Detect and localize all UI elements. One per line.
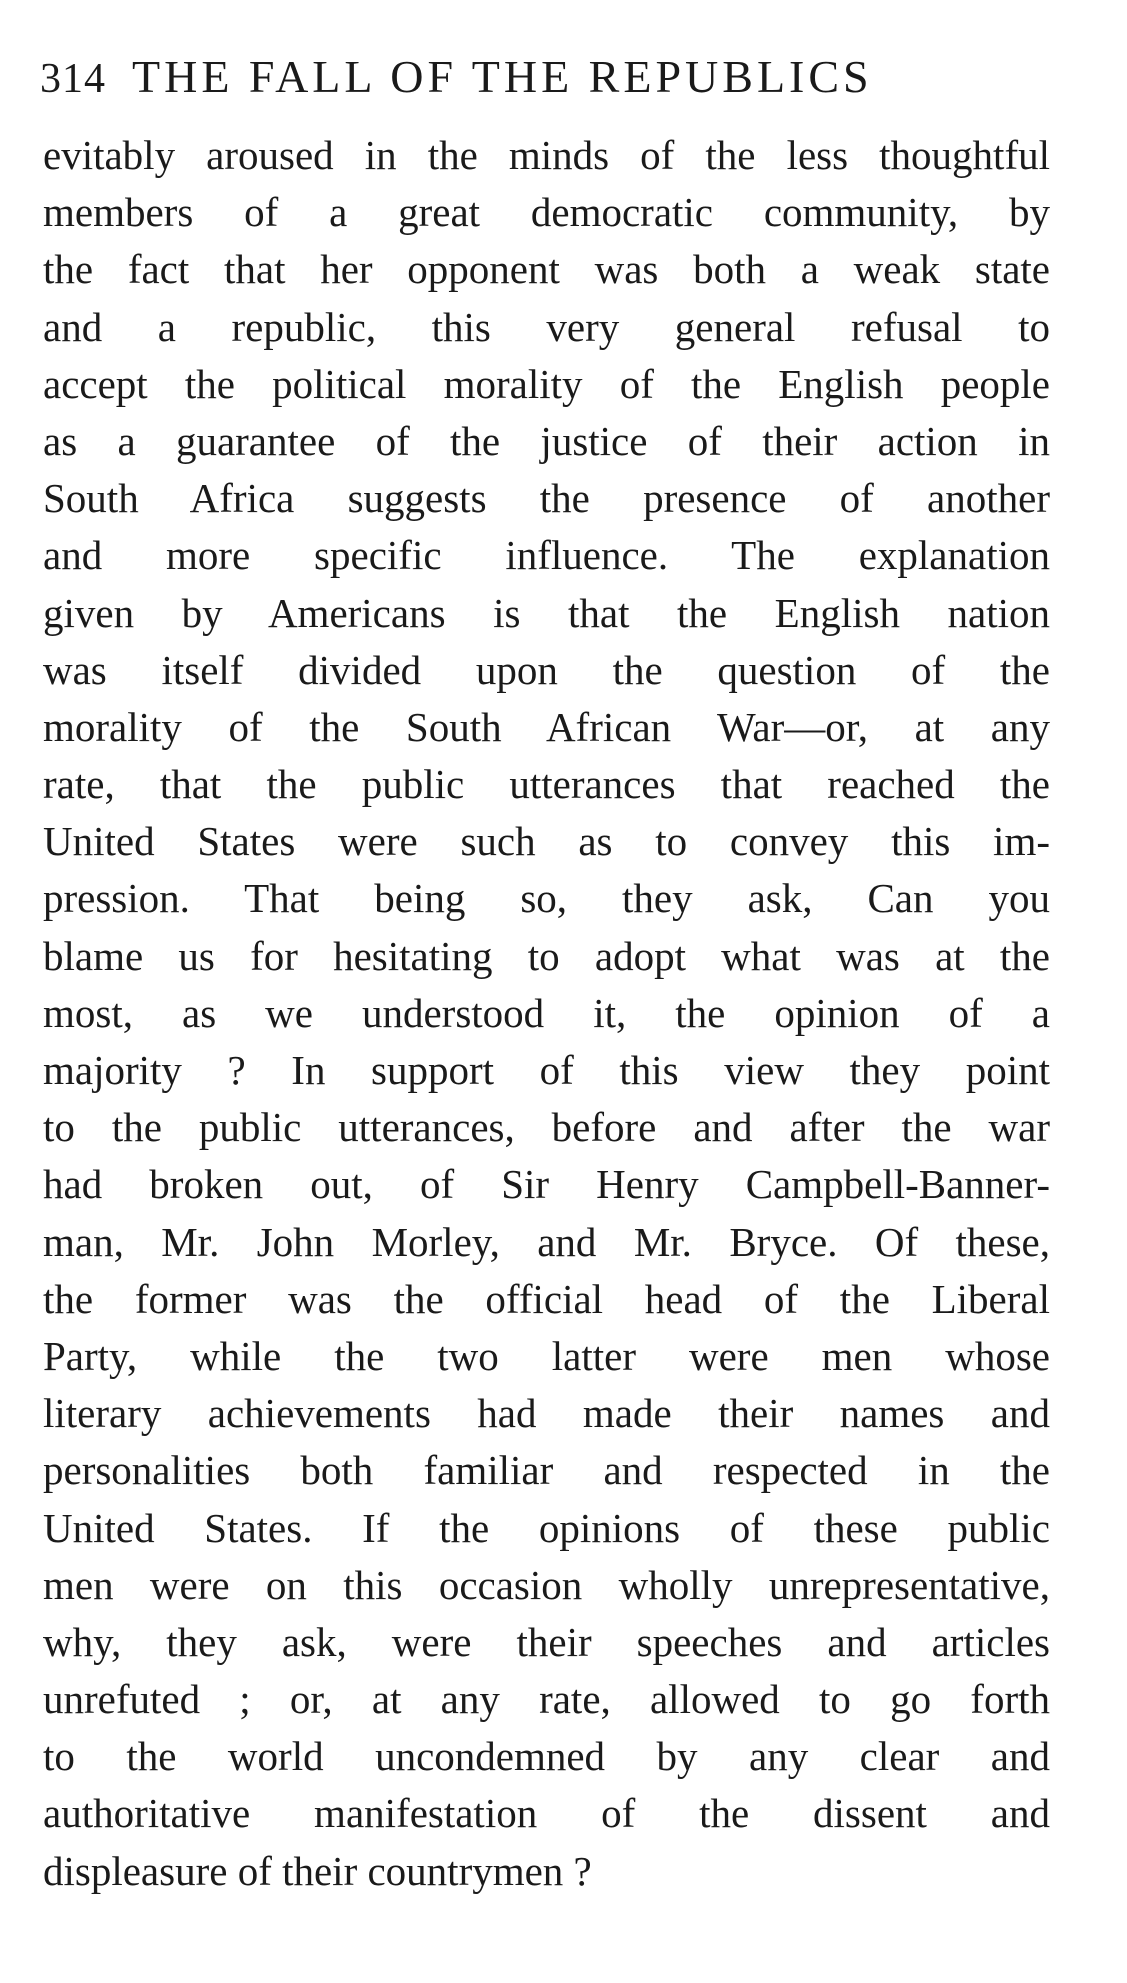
page-number: 314 bbox=[40, 56, 106, 102]
running-head bbox=[40, 50, 1040, 120]
text-line: authoritative manifestation of the dissent and bbox=[43, 1790, 1050, 1837]
text-line: was itself divided upon the question of the bbox=[43, 646, 1050, 693]
text-line: to the public utterances, before and after the war bbox=[43, 1104, 1050, 1151]
text-line: to the world uncondemned by any clear and bbox=[43, 1733, 1050, 1780]
text-line: personalities both familiar and respected in the bbox=[43, 1447, 1050, 1494]
text-line: as a guarantee of the justice of their action in bbox=[43, 417, 1050, 464]
text-line: and a republic, this very general refusal to bbox=[43, 303, 1050, 350]
text-line: United States were such as to convey this im- bbox=[43, 818, 1050, 865]
text-line: most, as we understood it, the opinion of a bbox=[43, 989, 1050, 1036]
text-line: the fact that her opponent was both a weak state bbox=[43, 246, 1050, 293]
text-line: evitably aroused in the minds of the less thoughtful bbox=[43, 132, 1050, 178]
text-line: and more specific influence. The explanation bbox=[43, 532, 1050, 579]
text-line: literary achievements had made their names and bbox=[43, 1390, 1050, 1437]
text-line: the former was the official head of the Liberal bbox=[43, 1275, 1050, 1322]
text-line: Party, while the two latter were men whose bbox=[43, 1332, 1050, 1379]
text-line: why, they ask, were their speeches and articles bbox=[43, 1618, 1050, 1665]
body-text bbox=[43, 127, 1050, 1900]
text-line: given by Americans is that the English nation bbox=[43, 589, 1050, 636]
text-line: man, Mr. John Morley, and Mr. Bryce. Of these, bbox=[43, 1218, 1050, 1265]
text-line: men were on this occasion wholly unrepresentative, bbox=[43, 1561, 1050, 1608]
text-line: had broken out, of Sir Henry Campbell-Banner- bbox=[43, 1161, 1050, 1208]
text-line: morality of the South African War—or, at any bbox=[43, 703, 1050, 750]
text-line: pression. That being so, they ask, Can you bbox=[43, 875, 1050, 922]
text-line: accept the political morality of the English people bbox=[43, 360, 1050, 407]
text-line: members of a great democratic community, by bbox=[43, 189, 1050, 236]
text-line: South Africa suggests the presence of another bbox=[43, 475, 1050, 522]
text-line: majority ? In support of this view they point bbox=[43, 1047, 1050, 1093]
text-line: United States. If the opinions of these public bbox=[43, 1504, 1050, 1551]
text-line: displeasure of their countrymen ? bbox=[43, 1847, 592, 1894]
text-line: rate, that the public utterances that reached the bbox=[43, 761, 1050, 808]
running-title: THE FALL OF THE REPUBLICS bbox=[132, 51, 873, 102]
text-line: blame us for hesitating to adopt what was at the bbox=[43, 932, 1050, 979]
text-line: unrefuted ; or, at any rate, allowed to go forth bbox=[43, 1676, 1050, 1723]
